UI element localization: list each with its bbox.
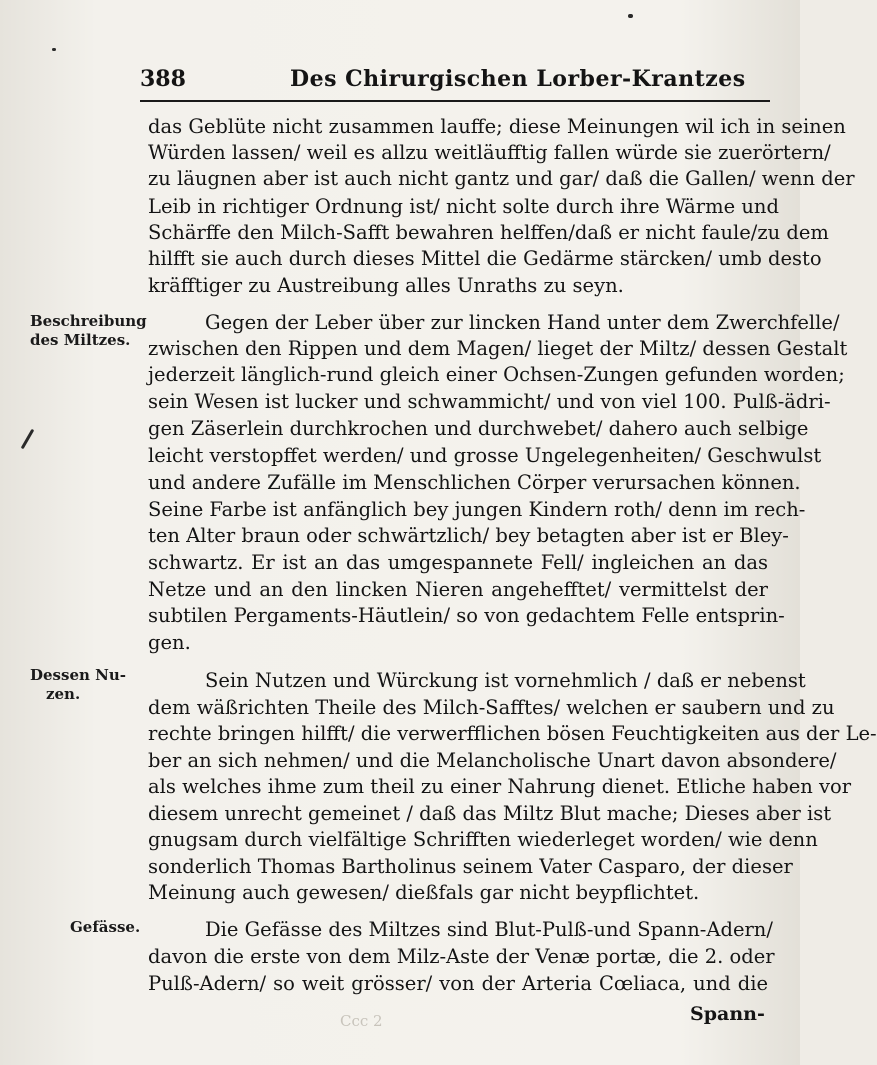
page-header: [140, 66, 770, 96]
text-line: rechte bringen hilfft/ die verwerfflichen bösen Feuchtigkeiten aus der Le-: [148, 722, 877, 745]
text-line: davon die erste von dem Milz-Aste der Venæ portæ, die 2. oder: [148, 945, 775, 968]
text-line: gnugsam durch vielfältige Schrifften wiederleget worden/ wie denn: [148, 828, 818, 851]
text-line: Seine Farbe ist anfänglich bey jungen Kindern roth/ denn im rech-: [148, 498, 806, 521]
text-line: zu läugnen aber ist auch nicht gantz und gar/ daß die Gallen/ wenn der: [148, 167, 855, 190]
text-line: sonderlich Thomas Bartholinus seinem Vater Casparo, der dieser: [148, 855, 793, 878]
text-line: dem wäßrichten Theile des Milch-Safftes/ welchen er saubern und zu: [148, 696, 835, 719]
text-line: das Geblüte nicht zusammen lauffe; diese Meinungen wil ich in seinen: [148, 115, 846, 138]
text-line: gen Zäserlein durchkrochen und durchwebet/ dahero auch selbige: [148, 417, 809, 440]
text-line: ber an sich nehmen/ und die Melancholische Unart davon absondere/: [148, 749, 837, 772]
sidenote-gefaesse: [70, 918, 188, 937]
text-line: ten Alter braun oder schwärtzlich/ bey betagten aber ist er Bley-: [148, 524, 789, 547]
text-line: Schärffe den Milch-Safft bewahren helffen/daß er nicht faule/zu dem: [148, 221, 829, 244]
text-line: diesem unrecht gemeinet / daß das Miltz Blut mache; Dieses aber ist: [148, 802, 832, 825]
text-line: jederzeit länglich-rund gleich einer Ochsen-Zungen gefunden worden;: [148, 363, 845, 386]
sidenote-line: des Miltzes.: [30, 331, 131, 349]
text-line: subtilen Pergaments-Häutlein/ so von gedachtem Felle entsprin-: [148, 604, 785, 627]
ink-speck: [52, 48, 56, 51]
text-line: schwartz. Er ist an das umgespannete Fell/ ingleichen an das: [148, 551, 768, 574]
text-line: als welches ihme zum theil zu einer Nahrung dienet. Etliche haben vor: [148, 775, 852, 798]
text-line: Netze und an den lincken Nieren angehefftet/ vermittelst der: [148, 578, 768, 601]
text-line: leicht verstopffet werden/ und grosse Ungelegenheiten/ Geschwulst: [148, 444, 822, 467]
ink-speck: [21, 429, 35, 450]
sidenote-line: Dessen Nu-: [30, 666, 126, 684]
paragraph-start-line: Sein Nutzen und Würckung ist vornehmlich / daß er nebenst: [205, 669, 806, 692]
text-line: und andere Zufälle im Menschlichen Cörper verursachen können.: [148, 471, 801, 494]
text-line: hilfft sie auch durch dieses Mittel die Gedärme stärcken/ umb desto: [148, 247, 822, 270]
bleed-through-marginalia: [36, 350, 136, 367]
text-line: sein Wesen ist lucker und schwammicht/ und von viel 100. Pulß-ädri-: [148, 390, 831, 413]
signature-mark: Ccc 2: [340, 1012, 383, 1030]
paragraph-start-line: Gegen der Leber über zur lincken Hand unter dem Zwerchfelle/: [205, 311, 840, 334]
sidenote-line: zen.: [46, 685, 81, 703]
page-number: 388: [140, 66, 186, 92]
sidenote-dessen-nutzen: [30, 666, 148, 704]
running-title: Des Chirurgischen Lorber-Krantzes: [290, 66, 746, 92]
text-line: Würden lassen/ weil es allzu weitläufftig fallen würde sie zuerörtern/: [148, 141, 831, 164]
text-line: zwischen den Rippen und dem Magen/ lieget der Miltz/ dessen Gestalt: [148, 337, 848, 360]
text-line: Meinung auch gewesen/ dießfals gar nicht beypflichtet.: [148, 881, 700, 904]
text-line: Pulß-Adern/ so weit grösser/ von der Arteria Cœliaca, und die: [148, 972, 768, 995]
text-line: gen.: [148, 631, 191, 654]
catchword: Spann-: [690, 1003, 765, 1025]
paragraph-start-line: Die Gefässe des Miltzes sind Blut-Pulß-und Spann-Adern/: [205, 918, 773, 941]
header-rule: [140, 100, 770, 102]
ink-speck: [628, 14, 633, 18]
sidenote-beschreibung: [30, 312, 148, 350]
text-line: kräfftiger zu Austreibung alles Unraths zu seyn.: [148, 274, 624, 297]
text-line: Leib in richtiger Ordnung ist/ nicht solte durch ihre Wärme und: [148, 195, 779, 218]
sidenote-line: Gefässe.: [70, 918, 141, 936]
sidenote-line: Beschreibung: [30, 312, 147, 330]
